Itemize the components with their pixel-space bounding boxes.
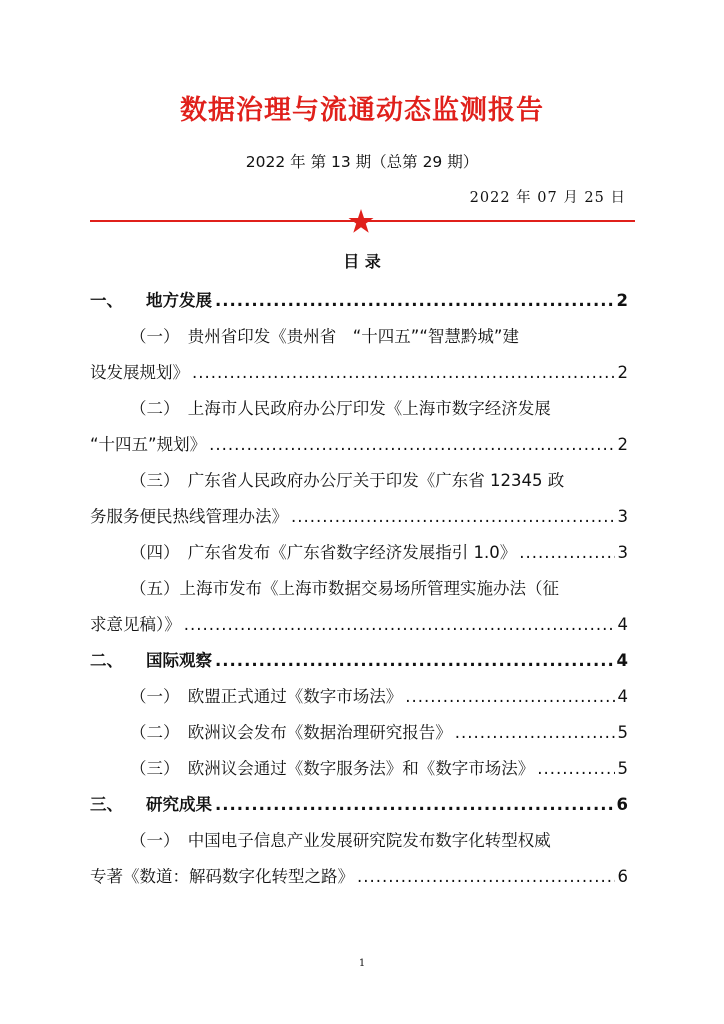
dot-leader [215,795,614,814]
toc-entry-shanghai-exchange-line1[interactable]: （五）上海市发布《上海市数据交易场所管理实施办法（征 [130,579,559,598]
toc-entry-shanghai-exchange[interactable] [90,611,628,635]
entry-text: （一） 欧盟正式通过《数字市场法》 [130,687,403,706]
dot-leader [215,651,614,670]
page-ref: 3 [617,507,628,526]
report-date: 2022 年 07 月 25 日 [469,190,626,206]
toc-entry-guangdong-hotline[interactable] [90,503,628,527]
dot-leader [192,363,615,382]
entry-text: 专著《数道：解码数字化转型之路》 [90,867,354,886]
entry-text: 设发展规划》 [90,363,189,382]
dot-leader [537,759,614,778]
dot-leader [405,687,614,706]
dot-leader [357,867,615,886]
page-ref: 5 [617,723,628,742]
page-ref: 6 [617,867,628,886]
page-ref: 6 [616,795,628,814]
dot-leader [455,723,615,742]
toc-section-local-development[interactable] [90,287,628,311]
section-number: 二、 [90,651,123,670]
toc-heading: 目 录 [343,252,381,271]
section-title: 国际观察 [146,651,212,670]
toc-entry-ep-report[interactable] [130,719,628,743]
section-number: 一、 [90,291,123,310]
dot-leader [184,615,615,634]
toc-entry-guizhou[interactable] [90,359,628,383]
toc-entry-guangdong-hotline-line1[interactable]: （三） 广东省人民政府办公厅关于印发《广东省 12345 政 [130,471,565,490]
page-ref: 4 [616,651,628,670]
entry-text: （二） 欧洲议会发布《数据治理研究报告》 [130,723,452,742]
entry-text: （三） 欧洲议会通过《数字服务法》和《数字市场法》 [130,759,535,778]
toc-entry-shanghai-plan[interactable] [90,431,628,455]
toc-entry-ccid-book[interactable] [90,863,628,887]
page-number: 1 [358,958,366,969]
toc-entry-guizhou-line1[interactable]: （一） 贵州省印发《贵州省 “十四五”“智慧黔城”建 [130,327,519,346]
toc-section-research[interactable] [90,791,628,815]
dot-leader [291,507,615,526]
page-ref: 4 [617,687,628,706]
toc-entry-shanghai-plan-line1[interactable]: （二） 上海市人民政府办公厅印发《上海市数字经济发展 [130,399,551,418]
entry-text: （四） 广东省发布《广东省数字经济发展指引 1.0》 [130,543,517,562]
dot-leader [215,291,614,310]
page-ref: 2 [617,435,628,454]
entry-text: “十四五”规划》 [90,435,207,454]
toc-entry-ep-dsa-dma[interactable] [130,755,628,779]
toc-entry-ccid-book-line1[interactable]: （一） 中国电子信息产业发展研究院发布数字化转型权威 [130,831,551,850]
entry-text: 求意见稿）》 [90,615,181,634]
dot-leader [519,543,614,562]
dot-leader [209,435,614,454]
section-title: 地方发展 [146,291,212,310]
page-ref: 4 [617,615,628,634]
toc-section-international[interactable] [90,647,628,671]
section-title: 研究成果 [146,795,212,814]
issue-number: 2022 年 第 13 期（总第 29 期） [245,153,479,171]
section-number: 三、 [90,795,123,814]
star-icon [348,208,374,234]
entry-text: 务服务便民热线管理办法》 [90,507,288,526]
page-ref: 2 [617,363,628,382]
page-ref: 3 [617,543,628,562]
page-ref: 2 [616,291,628,310]
toc-entry-guangdong-guide[interactable] [130,539,628,563]
page-ref: 5 [617,759,628,778]
report-title: 数据治理与流通动态监测报告 [180,95,544,126]
toc-entry-eu-dma[interactable] [130,683,628,707]
